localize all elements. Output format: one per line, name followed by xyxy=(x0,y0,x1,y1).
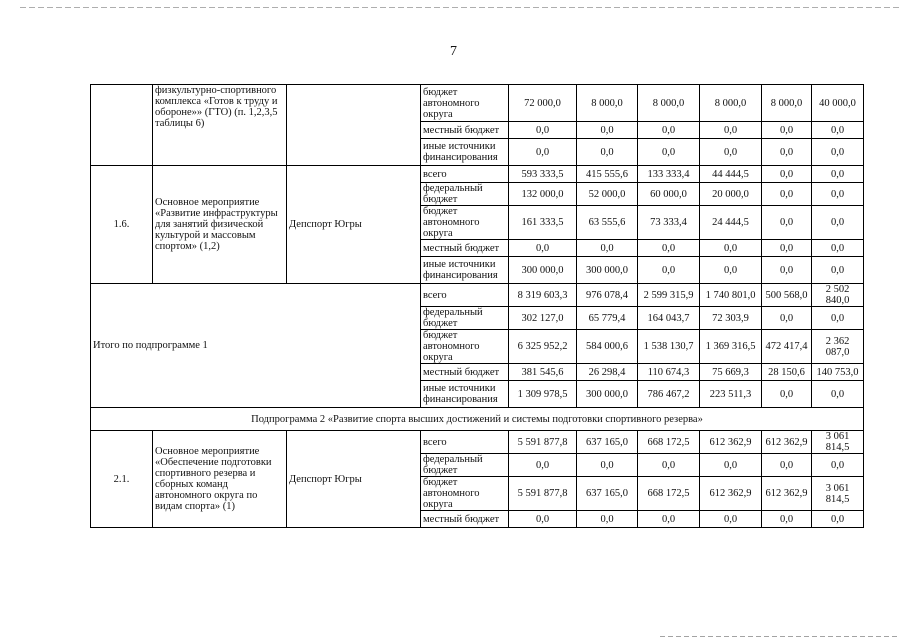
amount-cell: 0,0 xyxy=(812,183,864,206)
amount-cell: 0,0 xyxy=(577,122,638,139)
funding-source-cell: местный бюджет xyxy=(421,240,509,257)
amount-cell: 8 000,0 xyxy=(577,85,638,122)
amount-cell: 0,0 xyxy=(509,139,577,166)
subprogram-total-label: Итого по подпрограмме 1 xyxy=(91,284,421,408)
executor-cell xyxy=(287,85,421,166)
amount-cell: 0,0 xyxy=(762,240,812,257)
amount-cell: 0,0 xyxy=(762,122,812,139)
amount-cell: 637 165,0 xyxy=(577,431,638,454)
amount-cell: 1 309 978,5 xyxy=(509,381,577,408)
amount-cell: 0,0 xyxy=(577,139,638,166)
amount-cell: 1 369 316,5 xyxy=(700,330,762,364)
amount-cell: 0,0 xyxy=(762,454,812,477)
amount-cell: 73 333,4 xyxy=(638,206,700,240)
item-number-cell: 1.6. xyxy=(91,166,153,284)
amount-cell: 472 417,4 xyxy=(762,330,812,364)
amount-cell: 28 150,6 xyxy=(762,364,812,381)
amount-cell: 44 444,5 xyxy=(700,166,762,183)
amount-cell: 20 000,0 xyxy=(700,183,762,206)
amount-cell: 0,0 xyxy=(812,454,864,477)
scan-artifact-bottom xyxy=(660,636,900,637)
funding-source-cell: всего xyxy=(421,431,509,454)
amount-cell: 110 674,3 xyxy=(638,364,700,381)
amount-cell: 612 362,9 xyxy=(762,431,812,454)
amount-cell: 976 078,4 xyxy=(577,284,638,307)
executor-cell: Депспорт Югры xyxy=(287,431,421,528)
amount-cell: 381 545,6 xyxy=(509,364,577,381)
amount-cell: 0,0 xyxy=(762,381,812,408)
amount-cell: 668 172,5 xyxy=(638,431,700,454)
amount-cell: 164 043,7 xyxy=(638,307,700,330)
amount-cell: 0,0 xyxy=(577,240,638,257)
funding-source-cell: бюджет автономного округа xyxy=(421,477,509,511)
amount-cell: 415 555,6 xyxy=(577,166,638,183)
amount-cell: 0,0 xyxy=(700,240,762,257)
amount-cell: 2 362 087,0 xyxy=(812,330,864,364)
amount-cell: 612 362,9 xyxy=(700,431,762,454)
funding-source-cell: иные источники финансирования xyxy=(421,257,509,284)
amount-cell: 0,0 xyxy=(762,183,812,206)
amount-cell: 161 333,5 xyxy=(509,206,577,240)
table-row xyxy=(91,166,864,183)
amount-cell: 26 298,4 xyxy=(577,364,638,381)
amount-cell: 786 467,2 xyxy=(638,381,700,408)
amount-cell: 612 362,9 xyxy=(762,477,812,511)
amount-cell: 140 753,0 xyxy=(812,364,864,381)
amount-cell: 133 333,4 xyxy=(638,166,700,183)
financing-table xyxy=(90,84,864,528)
amount-cell: 8 000,0 xyxy=(762,85,812,122)
amount-cell: 0,0 xyxy=(700,454,762,477)
item-name-cell: Основное мероприятие «Развитие инфраструктуры для занятий физической культурой и массовым спортом» (1,2) xyxy=(153,166,287,284)
amount-cell: 0,0 xyxy=(509,240,577,257)
amount-cell: 0,0 xyxy=(638,139,700,166)
amount-cell: 0,0 xyxy=(638,122,700,139)
table-body xyxy=(91,85,864,528)
amount-cell: 72 000,0 xyxy=(509,85,577,122)
amount-cell: 584 000,6 xyxy=(577,330,638,364)
amount-cell: 8 319 603,3 xyxy=(509,284,577,307)
amount-cell: 0,0 xyxy=(812,307,864,330)
table-row xyxy=(91,431,864,454)
funding-source-cell: федеральный бюджет xyxy=(421,307,509,330)
amount-cell: 0,0 xyxy=(812,139,864,166)
amount-cell: 2 502 840,0 xyxy=(812,284,864,307)
amount-cell: 8 000,0 xyxy=(700,85,762,122)
amount-cell: 0,0 xyxy=(700,257,762,284)
item-number-cell: 2.1. xyxy=(91,431,153,528)
scan-artifact-top xyxy=(20,7,900,8)
amount-cell: 0,0 xyxy=(638,240,700,257)
amount-cell: 302 127,0 xyxy=(509,307,577,330)
amount-cell: 0,0 xyxy=(812,511,864,528)
funding-source-cell: местный бюджет xyxy=(421,122,509,139)
amount-cell: 0,0 xyxy=(509,454,577,477)
amount-cell: 0,0 xyxy=(638,257,700,284)
amount-cell: 0,0 xyxy=(762,166,812,183)
amount-cell: 0,0 xyxy=(700,139,762,166)
table-row xyxy=(91,284,864,307)
amount-cell: 0,0 xyxy=(812,166,864,183)
page-number: 7 xyxy=(450,44,457,59)
amount-cell: 612 362,9 xyxy=(700,477,762,511)
amount-cell: 3 061 814,5 xyxy=(812,431,864,454)
amount-cell: 52 000,0 xyxy=(577,183,638,206)
amount-cell: 0,0 xyxy=(762,139,812,166)
amount-cell: 0,0 xyxy=(638,454,700,477)
funding-source-cell: федеральный бюджет xyxy=(421,183,509,206)
amount-cell: 0,0 xyxy=(700,511,762,528)
amount-cell: 0,0 xyxy=(700,122,762,139)
funding-source-cell: всего xyxy=(421,166,509,183)
amount-cell: 5 591 877,8 xyxy=(509,431,577,454)
amount-cell: 132 000,0 xyxy=(509,183,577,206)
executor-cell: Депспорт Югры xyxy=(287,166,421,284)
amount-cell: 0,0 xyxy=(812,206,864,240)
amount-cell: 2 599 315,9 xyxy=(638,284,700,307)
amount-cell: 0,0 xyxy=(509,122,577,139)
amount-cell: 0,0 xyxy=(762,257,812,284)
amount-cell: 60 000,0 xyxy=(638,183,700,206)
amount-cell: 1 538 130,7 xyxy=(638,330,700,364)
amount-cell: 0,0 xyxy=(577,511,638,528)
amount-cell: 40 000,0 xyxy=(812,85,864,122)
amount-cell: 668 172,5 xyxy=(638,477,700,511)
amount-cell: 0,0 xyxy=(812,122,864,139)
amount-cell: 593 333,5 xyxy=(509,166,577,183)
funding-source-cell: иные источники финансирования xyxy=(421,381,509,408)
amount-cell: 300 000,0 xyxy=(577,257,638,284)
amount-cell: 24 444,5 xyxy=(700,206,762,240)
amount-cell: 0,0 xyxy=(812,257,864,284)
amount-cell: 0,0 xyxy=(762,307,812,330)
amount-cell: 3 061 814,5 xyxy=(812,477,864,511)
amount-cell: 5 591 877,8 xyxy=(509,477,577,511)
amount-cell: 300 000,0 xyxy=(577,381,638,408)
amount-cell: 300 000,0 xyxy=(509,257,577,284)
subprogram-title: Подпрограмма 2 «Развитие спорта высших достижений и системы подготовки спортивного резерва» xyxy=(91,408,864,431)
funding-source-cell: федеральный бюджет xyxy=(421,454,509,477)
amount-cell: 0,0 xyxy=(638,511,700,528)
amount-cell: 500 568,0 xyxy=(762,284,812,307)
amount-cell: 637 165,0 xyxy=(577,477,638,511)
funding-source-cell: бюджет автономного округа xyxy=(421,85,509,122)
funding-source-cell: местный бюджет xyxy=(421,511,509,528)
amount-cell: 75 669,3 xyxy=(700,364,762,381)
amount-cell: 0,0 xyxy=(812,381,864,408)
amount-cell: 65 779,4 xyxy=(577,307,638,330)
amount-cell: 8 000,0 xyxy=(638,85,700,122)
item-number-cell xyxy=(91,85,153,166)
amount-cell: 223 511,3 xyxy=(700,381,762,408)
amount-cell: 0,0 xyxy=(762,206,812,240)
amount-cell: 6 325 952,2 xyxy=(509,330,577,364)
amount-cell: 1 740 801,0 xyxy=(700,284,762,307)
item-name-cell: Основное мероприятие «Обеспечение подготовки спортивного резерва и сборных команд автономного округа по видам спорта» (1) xyxy=(153,431,287,528)
amount-cell: 72 303,9 xyxy=(700,307,762,330)
funding-source-cell: бюджет автономного округа xyxy=(421,206,509,240)
amount-cell: 0,0 xyxy=(762,511,812,528)
amount-cell: 0,0 xyxy=(577,454,638,477)
amount-cell: 0,0 xyxy=(812,240,864,257)
funding-source-cell: бюджет автономного округа xyxy=(421,330,509,364)
section-header-row xyxy=(91,408,864,431)
amount-cell: 0,0 xyxy=(509,511,577,528)
funding-source-cell: местный бюджет xyxy=(421,364,509,381)
table-row xyxy=(91,85,864,122)
funding-source-cell: иные источники финансирования xyxy=(421,139,509,166)
item-name-cell: физкультурно-спортивного комплекса «Готов к труду и обороне»» (ГТО) (п. 1,2,3,5 таблицы 6) xyxy=(153,85,287,166)
amount-cell: 63 555,6 xyxy=(577,206,638,240)
funding-source-cell: всего xyxy=(421,284,509,307)
